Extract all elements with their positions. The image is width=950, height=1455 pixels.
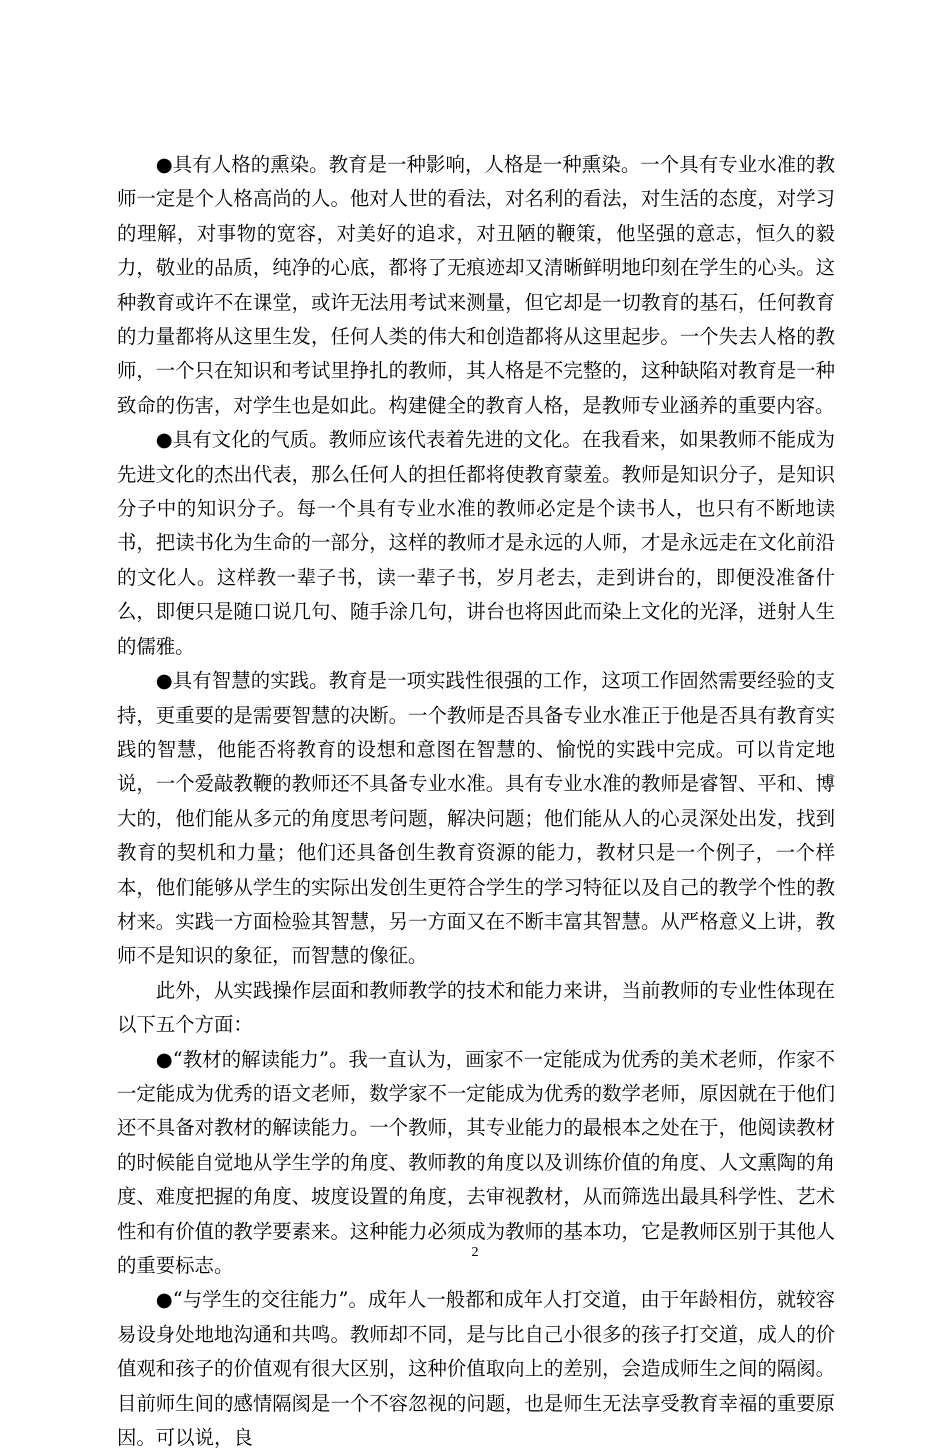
paragraph-textbook-reading: ●“教材的解读能力”。我一直认为，画家不一定能成为优秀的美术老师，作家不一定能成为优秀的语文老师，数学家不一定能成为优秀的数学老师，原因就在于他们还不具备对教材的解读能力。一个教师，其专业能力的最根本之处在于，他阅读教材的时候能自觉地从学生学的角度、教师教的角度以及训练价值的角度、人文熏陶的角度、难度把握的角度、坡度设置的角度，去审视教材，从而筛选出最具科学性、艺术性和有价值的教学要素来。这种能力必须成为教师的基本功，它是教师区别于其他人的重要标志。 [117, 1047, 835, 1277]
paragraph-student-communication: ●“与学生的交往能力”。成年人一般都和成年人打交道，由于年龄相仿，就较容易设身处地地沟通和共鸣。教师却不同，是与比自己小很多的孩子打交道，成人的价值观和孩子的价值观有很大区别，这种价值取向上的差别，会造成师生之间的隔阂。目前师生间的感情隔阂是一个不容忽视的问题，也是师生无法享受教育幸福的重要原因。可以说，良 [117, 1288, 835, 1450]
paragraph-five-aspects-intro: 此外，从实践操作层面和教师教学的技术和能力来讲，当前教师的专业性体现在以下五个方面： [117, 978, 835, 1037]
page-number: 2 [471, 1245, 479, 1260]
paragraph-wisdom: ●具有智慧的实践。教育是一项实践性很强的工作，这项工作固然需要经验的支持，更重要的是需要智慧的决断。一个教师是否具备专业水准正于他是否具有教育实践的智慧，他能否将教育的设想和意图在智慧的、愉悦的实践中完成。可以肯定地说，一个爱敲教鞭的教师还不具备专业水准。具有专业水准的教师是睿智、平和、博大的，他们能从多元的角度思考问题，解决问题；他们能从人的心灵深处出发，找到教育的契机和力量；他们还具备创生教育资源的能力，教材只是一个例子，一个样本，他们能够从学生的实际出发创生更符合学生的学习特征以及自己的教学个性的教材来。实践一方面检验其智慧，另一方面又在不断丰富其智慧。从严格意义上讲，教师不是知识的象征，而智慧的像征。 [117, 669, 835, 968]
paragraph-culture: ●具有文化的气质。教师应该代表着先进的文化。在我看来，如果教师不能成为先进文化的杰出代表，那么任何人的担任都将使教育蒙羞。教师是知识分子，是知识分子中的知识分子。每一个具有专业水准的教师必定是个读书人，也只有不断地读书，把读书化为生命的一部分，这样的教师才是永远的人师，才是永远走在文化前沿的文化人。这样教一辈子书，读一辈子书，岁月老去，走到讲台的，即便没准备什么，即便只是随口说几句、随手涂几句，讲台也将因此而染上文化的光泽，迸射人生的儒雅。 [117, 428, 835, 658]
paragraph-personality: ●具有人格的熏染。教育是一种影响，人格是一种熏染。一个具有专业水准的教师一定是个人格高尚的人。他对人世的看法，对名利的看法，对生活的态度，对学习的理解，对事物的宽容，对美好的追求，对丑陋的鞭策，他坚强的意志，恒久的毅力，敬业的品质，纯净的心底，都将了无痕迹却又清晰鲜明地印刻在学生的心头。这种教育或许不在课堂，或许无法用考试来测量，但它却是一切教育的基石，任何教育的力量都将从这里生发，任何人类的伟大和创造都将从这里起步。一个失去人格的教师，一个只在知识和考试里挣扎的教师，其人格是不完整的，这种缺陷对教育是一种致命的伤害，对学生也是如此。构建健全的教育人格，是教师专业涵养的重要内容。 [117, 153, 835, 417]
